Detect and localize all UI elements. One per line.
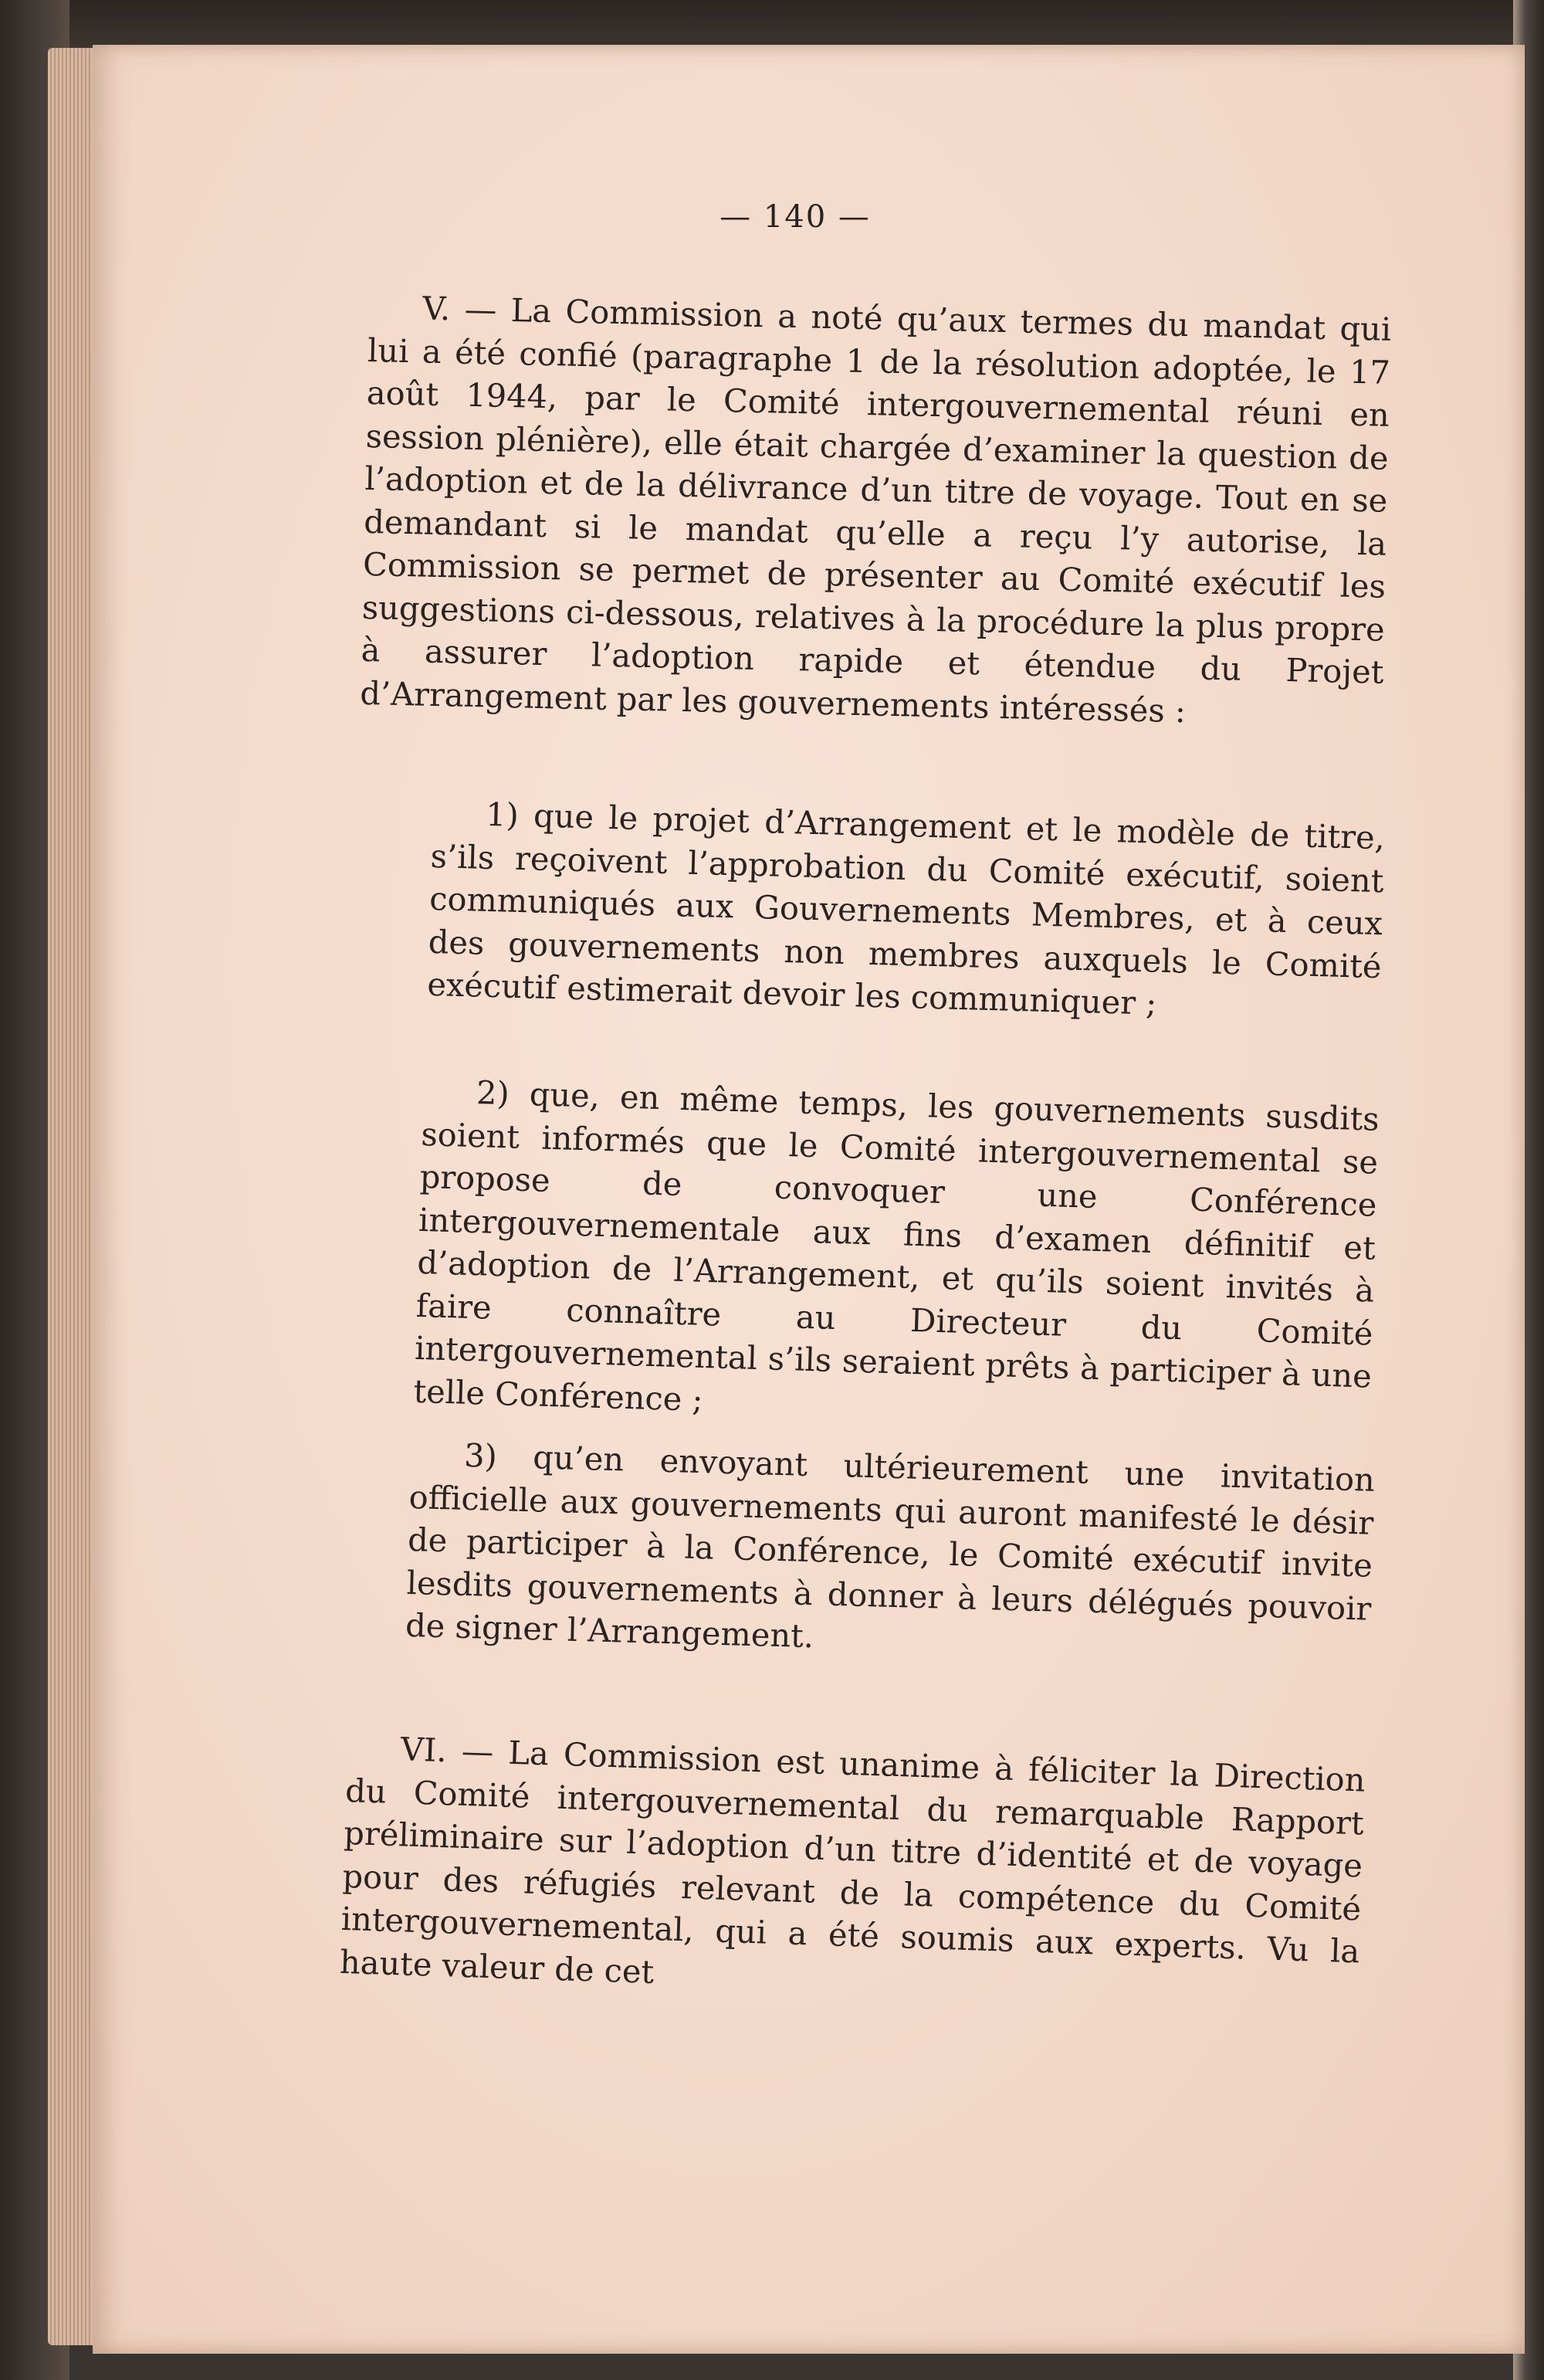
section-v-paragraph (360, 286, 1392, 737)
section-vi-text: VI. — La Commission est unanime à féliciter la Direction du Comité intergouvernemental du remarquable Rapport préliminaire sur l’adoption d’un titre d’identité et de voyage pour des réfugiés relevant de la compétence du Comité intergouvernemental, qui a été soumis aux experts. Vu la haute valeur de cet (339, 1730, 1366, 1991)
list-item-1 (427, 792, 1386, 1031)
list-item-3-text: 3) qu’en envoyant ultérieurement une invitation officielle aux gouvernements qui auront manifesté le désir de participer à la Conférence, le Comité exécutif invite lesdits gouvernements à donner à leurs délégués pouvoir de signer l’Arrangement. (405, 1436, 1376, 1656)
page-number: — 140 — (720, 199, 871, 235)
list-item-2 (413, 1070, 1380, 1441)
list-item-2-text: 2) que, en même temps, les gouvernements susdits soient informés que le Comité intergouvernemental se propose de convoquer une Conférence intergouvernementale aux fins d’examen définitif et d’adoption de l’Arrangement, et qu’ils soient invités à faire connaître au Directeur du Comité intergouvernemental s’ils seraient prêts à participer à une telle Conférence ; (412, 1073, 1380, 1419)
list-item-1-text: 1) que le projet d’Arrangement et le modèle de titre, s’ils reçoivent l’approbation du Comité exécutif, soient communiqués aux Gouvernements Membres, et à ceux des gouvernements non membres auxquels le Comité exécutif estimerait devoir les communiquer ; (426, 795, 1386, 1022)
section-vi-paragraph (339, 1726, 1366, 2016)
section-v-text: V. — La Commission a noté qu’aux termes du mandat qui lui a été confié (paragraphe 1 de la résolution adoptée, le 17 août 1944, par le Comité intergouvernemental réuni en session plénière), elle était chargée d’examiner la question de l’adoption et de la délivrance d’un titre de voyage. Tout en se demandant si le mandat qu’elle a reçu l’y autorise, la Commission se permet de présenter au Comité exécutif les suggestions ci-dessous, relatives à la procédure la plus propre à assurer l’adoption rapide et étendue du Projet d’Arrangement par les gouvernements intéressés : (359, 289, 1392, 730)
list-item-3 (405, 1432, 1375, 1673)
